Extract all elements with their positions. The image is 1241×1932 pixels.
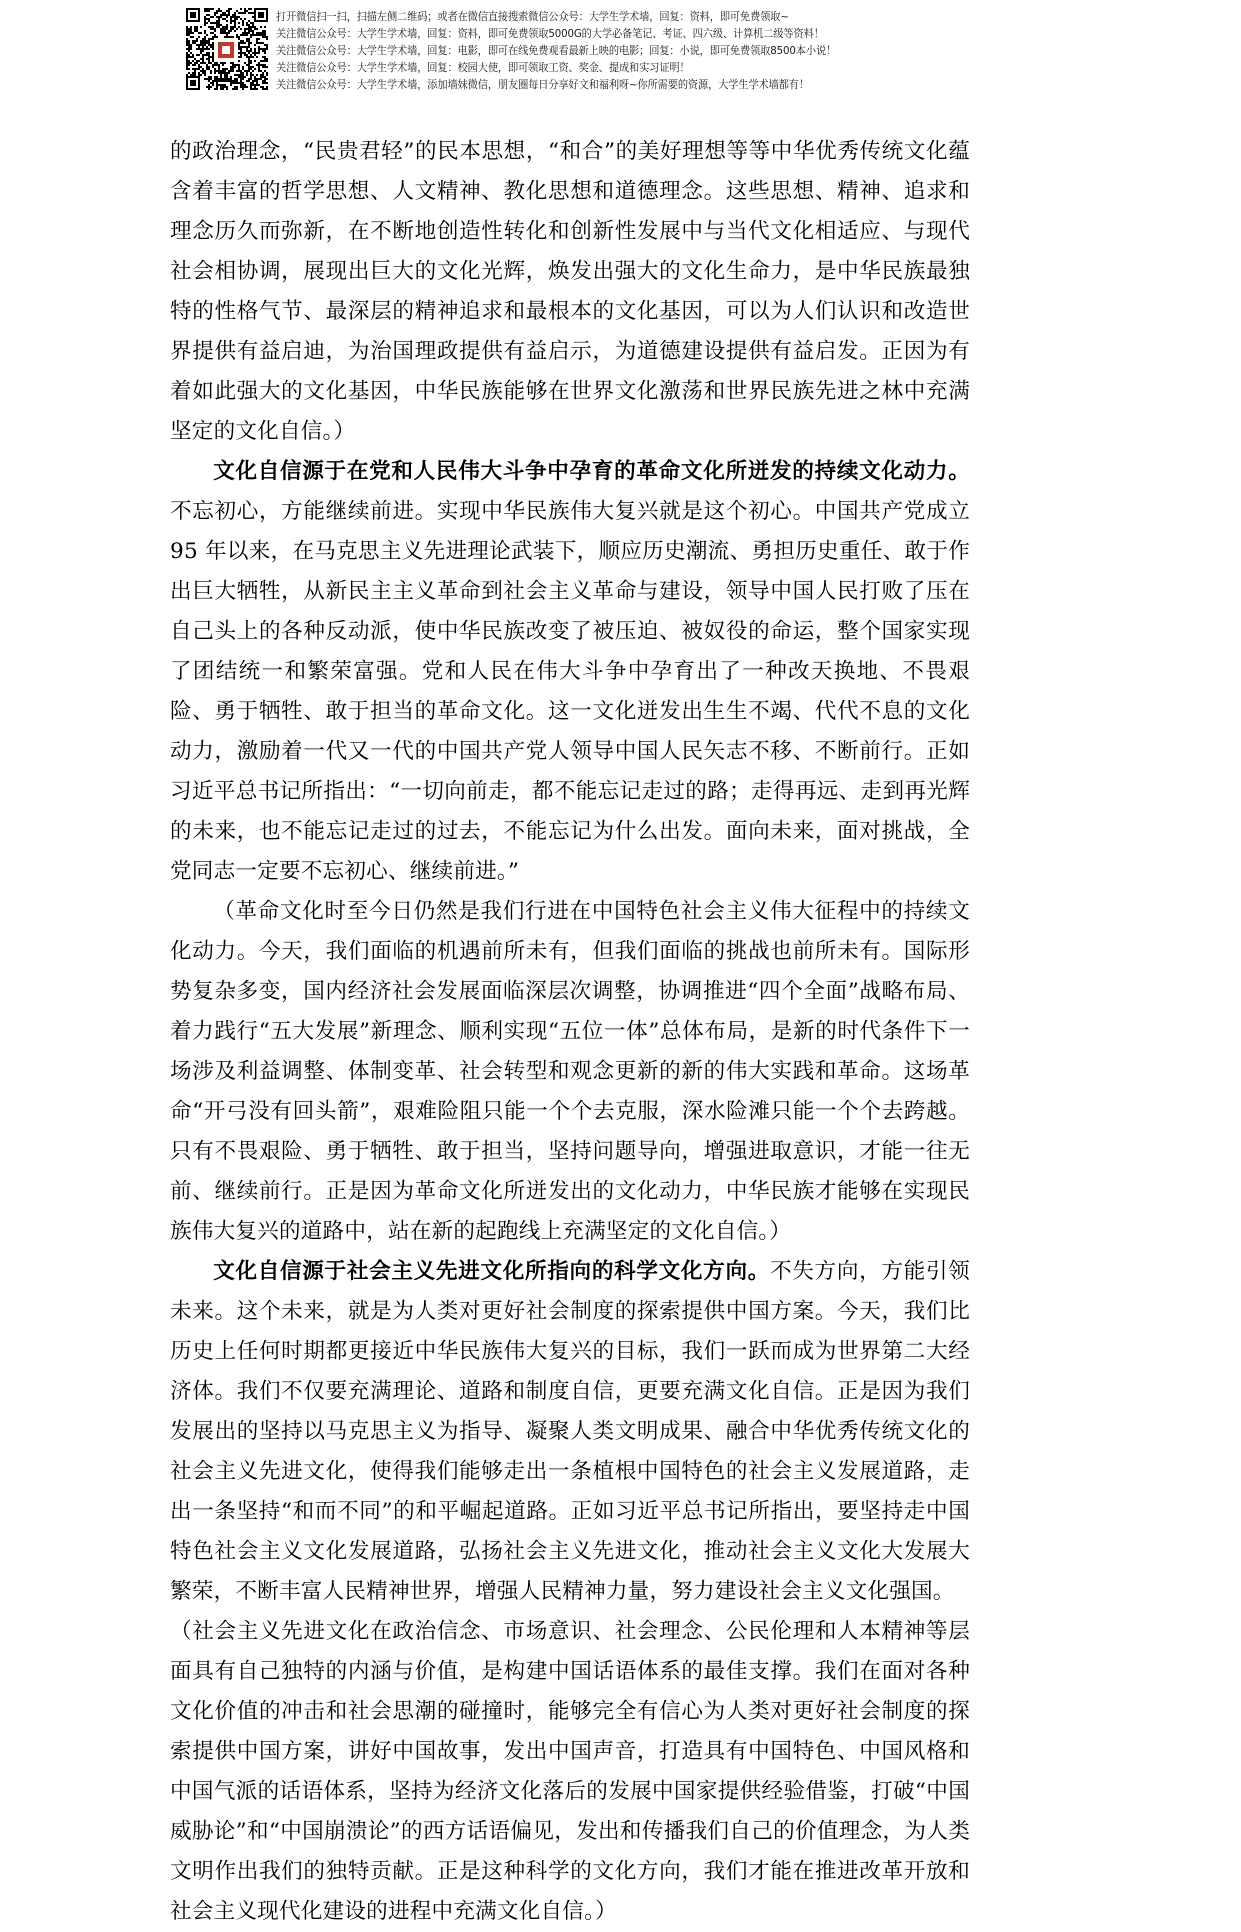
paragraph-4 [170,1252,970,1612]
promo-line-2: 关注微信公众号：大学生学术墙，回复：资料，即可免费领取5000G的大学必备笔记、考证、四六级、计算机二级等资料！ [276,28,824,41]
paragraph-3 [170,892,970,1252]
paragraph-text: 的政治理念，“民贵君轻”的民本思想，“和合”的美好理想等等中华优秀传统文化蕴含着丰富的哲学思想、人文精神、教化思想和道德理念。这些思想、精神、追求和理念历久而弥新，在不断地创造性转化和创新性发展中与当代文化相适应、与现代社会相协调，展现出巨大的文化光辉，焕发出强大的文化生命力，是中华民族最独特的性格气节、最深层的精神追求和最根本的文化基因，可以为人们认识和改造世界提供有益启迪，为治国理政提供有益启示，为道德建设提供有益启发。正因为有着如此强大的文化基因，中华民族能够在世界文化激荡和世界民族先进之林中充满坚定的文化自信。） [170,139,970,444]
paragraph-text: 不忘初心，方能继续前进。实现中华民族伟大复兴就是这个初心。中国共产党成立 95 年以来，在马克思主义先进理论武装下，顺应历史潮流、勇担历史重任、敢于作出巨大牺牲，从新民主主义革命到社会主义革命与建设，领导中国人民打败了压在自己头上的各种反动派，使中华民族改变了被压迫、被奴役的命运，整个国家实现了团结统一和繁荣富强。党和人民在伟大斗争中孕育出了一种改天换地、不畏艰险、勇于牺牲、敢于担当的革命文化。这一文化迸发出生生不竭、代代不息的文化动力，激励着一代又一代的中国共产党人领导中国人民矢志不移、不断前行。正如习近平总书记所指出：“一切向前走，都不能忘记走过的路；走得再远、走到再光辉的未来，也不能忘记走过的过去，不能忘记为什么出发。面向未来，面对挑战，全党同志一定要不忘初心、继续前进。” [170,499,970,884]
paragraph-2 [170,452,970,892]
document-body [170,132,970,1932]
promo-header [186,8,1066,94]
paragraph-text: （社会主义先进文化在政治信念、市场意识、社会理念、公民伦理和人本精神等层面具有自己独特的内涵与价值，是构建中国话语体系的最佳支撑。我们在面对各种文化价值的冲击和社会思潮的碰撞时，能够完全有信心为人类对更好社会制度的探索提供中国方案，讲好中国故事，发出中国声音，打造具有中国特色、中国风格和中国气派的话语体系，坚持为经济文化落后的发展中国家提供经验借鉴，打破“中国威胁论”和“中国崩溃论”的西方话语偏见，发出和传播我们自己的价值理念，为人类文明作出我们的独特贡献。正是这种科学的文化方向，我们才能在推进改革开放和社会主义现代化建设的进程中充满文化自信。） [170,1619,970,1924]
paragraph-5 [170,1612,970,1932]
promo-line-4: 关注微信公众号：大学生学术墙，回复：校园大使，即可领取工资、奖金、提成和实习证明！ [276,62,690,75]
paragraph-bold-lead: 文化自信源于社会主义先进文化所指向的科学文化方向。 [213,1259,770,1284]
paragraph-1 [170,132,970,452]
paragraph-text: 不失方向，方能引领未来。这个未来，就是为人类对更好社会制度的探索提供中国方案。今天，我们比历史上任何时期都更接近中华民族伟大复兴的目标，我们一跃而成为世界第二大经济体。我们不仅要充满理论、道路和制度自信，更要充满文化自信。正是因为我们发展出的坚持以马克思主义为指导、凝聚人类文明成果、融合中华优秀传统文化的社会主义先进文化，使得我们能够走出一条植根中国特色的社会主义发展道路，走出一条坚持“和而不同”的和平崛起道路。正如习近平总书记所指出，要坚持走中国特色社会主义文化发展道路，弘扬社会主义先进文化，推动社会主义文化大发展大繁荣，不断丰富人民精神世界，增强人民精神力量，努力建设社会主义文化强国。 [170,1259,970,1604]
paragraph-bold-lead: 文化自信源于在党和人民伟大斗争中孕育的革命文化所迸发的持续文化动力。 [213,459,970,484]
qr-code-canvas [186,8,268,94]
promo-line-3: 关注微信公众号：大学生学术墙，回复：电影，即可在线免费观看最新上映的电影；回复：小说，即可免费领取8500本小说！ [276,45,837,58]
promo-text-lines [276,8,1066,94]
promo-line-5: 关注微信公众号：大学生学术墙，添加墙妹微信，朋友圈每日分享好文和福利呀~你所需要的资源，大学生学术墙都有！ [276,79,809,92]
wechat-qr-code [186,8,268,94]
paragraph-text: （革命文化时至今日仍然是我们行进在中国特色社会主义伟大征程中的持续文化动力。今天，我们面临的机遇前所未有，但我们面临的挑战也前所未有。国际形势复杂多变，国内经济社会发展面临深层次调整，协调推进“四个全面”战略布局、着力践行“五大发展”新理念、顺利实现“五位一体”总体布局，是新的时代条件下一场涉及利益调整、体制变革、社会转型和观念更新的新的伟大实践和革命。这场革命“开弓没有回头箭”，艰难险阻只能一个个去克服，深水险滩只能一个个去跨越。只有不畏艰险、勇于牺牲、敢于担当，坚持问题导向，增强进取意识，才能一往无前、继续前行。正是因为革命文化所迸发出的文化动力，中华民族才能够在实现民族伟大复兴的道路中，站在新的起跑线上充满坚定的文化自信。） [170,899,970,1244]
promo-line-1: 打开微信扫一扫，扫描左侧二维码；或者在微信直接搜索微信公众号：大学生学术墙，回复：资料，即可免费领取~ [276,11,789,24]
